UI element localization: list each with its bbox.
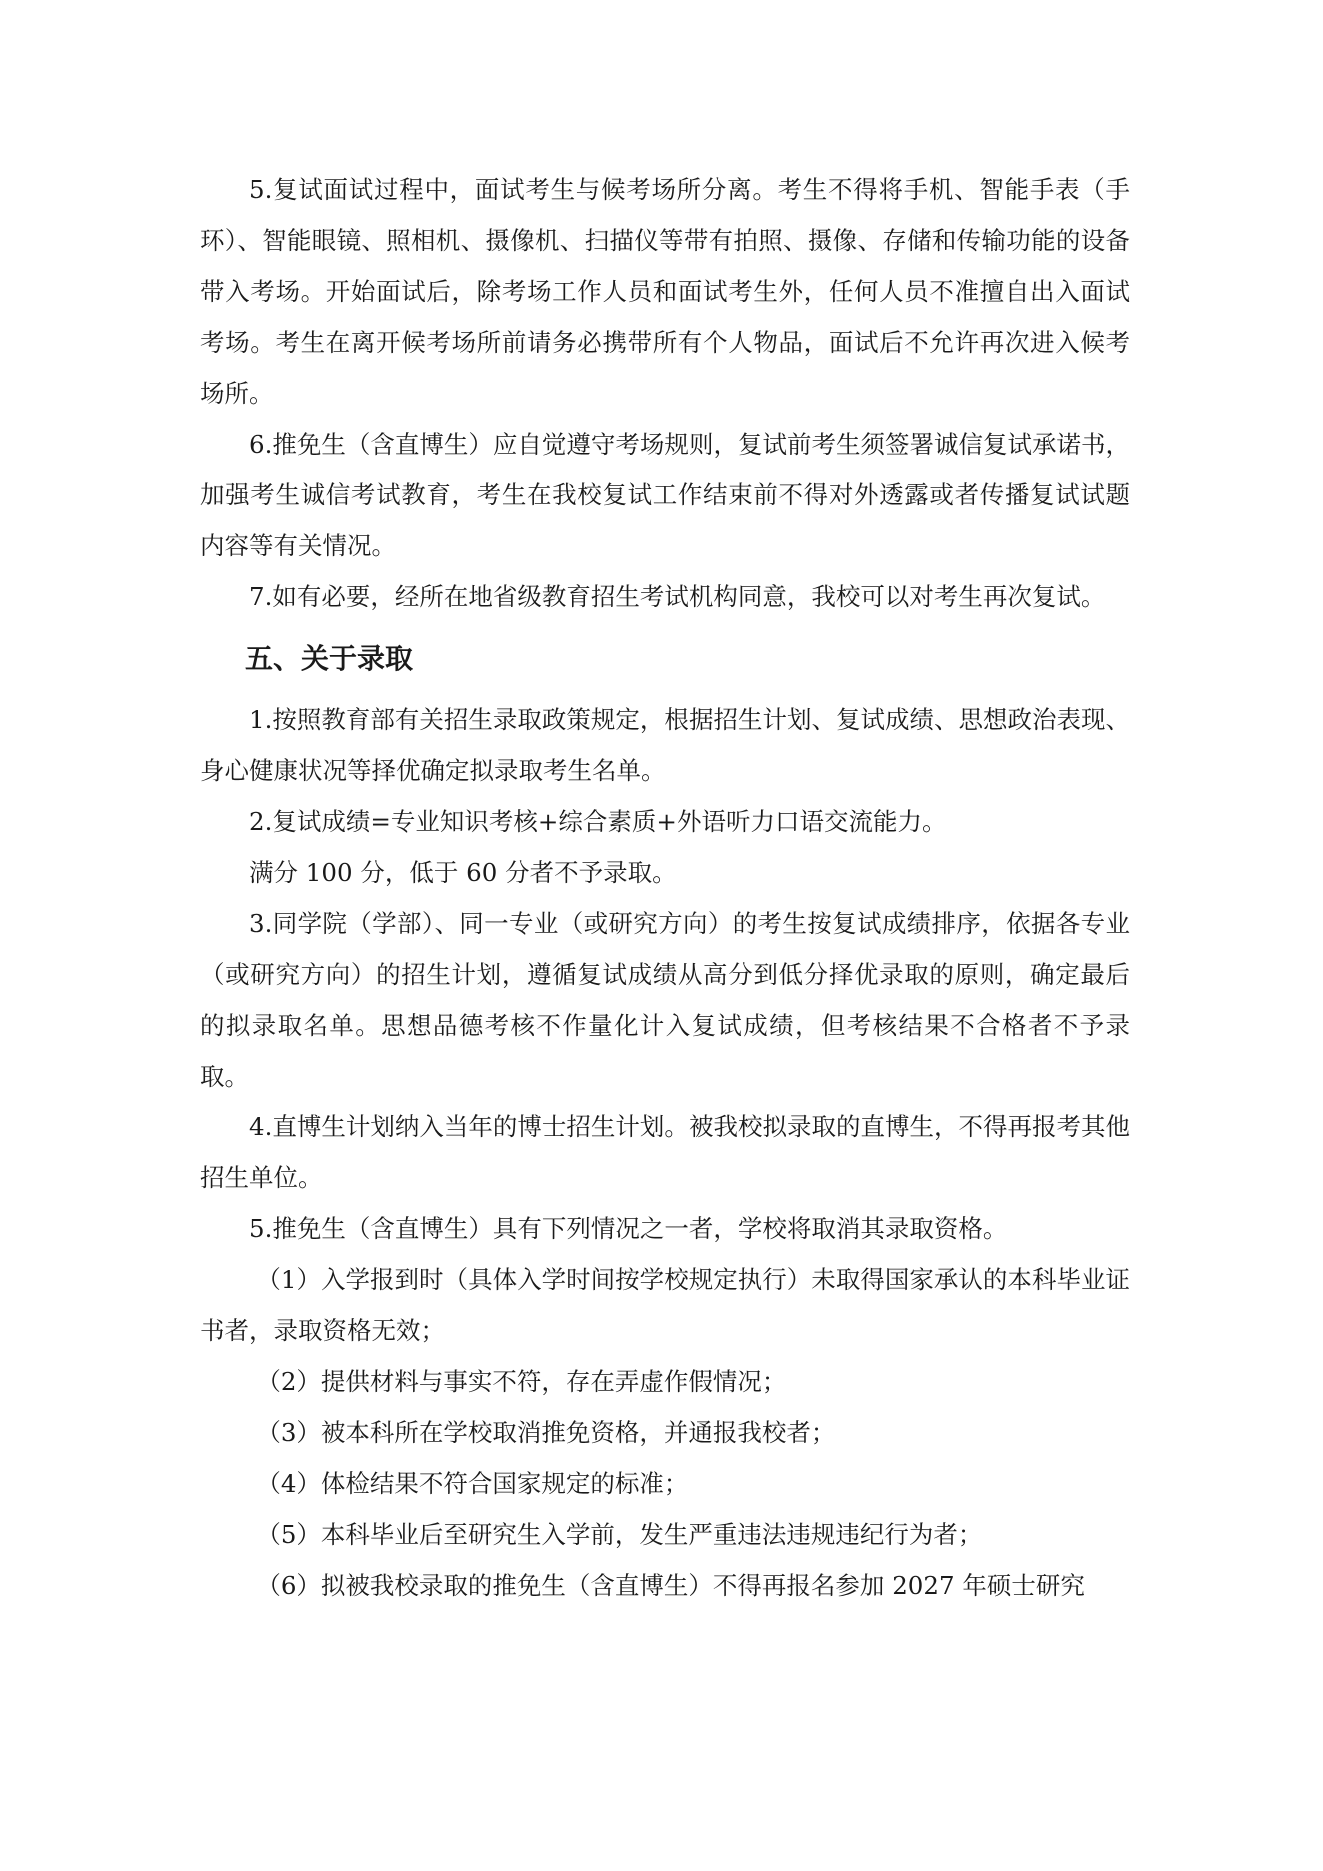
section5-item-4: 4.直博生计划纳入当年的博士招生计划。被我校拟录取的直博生，不得再报考其他招生单位。 xyxy=(200,1112,1130,1193)
section4-item-5: 5.复试面试过程中，面试考生与候考场所分离。考生不得将手机、智能手表（手环）、智能眼镜、照相机、摄像机、扫描仪等带有拍照、摄像、存储和传输功能的设备带入考场。开始面试后，除考场工作人员和面试考生外，任何人员不准擅自出入面试考场。考生在离开候考场所前请务必携带所有个人物品，面试后不允许再次进入候考场所。 xyxy=(200,175,1130,408)
section5-item-5: 5.推免生（含直博生）具有下列情况之一者，学校将取消其录取资格。 xyxy=(249,1214,1008,1244)
condition-4: （4）体检结果不符合国家规定的标准； xyxy=(256,1468,689,1498)
section5-item-2-note: 满分 100 分，低于 60 分者不予录取。 xyxy=(249,857,677,887)
section5-item-1: 1.按照教育部有关招生录取政策规定，根据招生计划、复试成绩、思想政治表现、身心健康状况等择优确定拟录取考生名单。 xyxy=(200,705,1130,786)
document-page xyxy=(200,165,1130,1611)
section5-item-2: 2.复试成绩=专业知识考核+综合素质+外语听力口语交流能力。 xyxy=(249,806,947,836)
section4-item-6: 6.推免生（含直博生）应自觉遵守考场规则，复试前考生须签署诚信复试承诺书，加强考生诚信考试教育，考生在我校复试工作结束前不得对外透露或者传播复试试题内容等有关情况。 xyxy=(200,429,1130,561)
condition-5: （5）本科毕业后至研究生入学前，发生严重违法违规违纪行为者； xyxy=(256,1519,983,1549)
section5-heading: 五、关于录取 xyxy=(245,642,414,676)
condition-1: （1）入学报到时（具体入学时间按学校规定执行）未取得国家承认的本科毕业证书者，录取资格无效； xyxy=(200,1265,1130,1346)
section4-item-7: 7.如有必要，经所在地省级教育招生考试机构同意，我校可以对考生再次复试。 xyxy=(249,582,1106,612)
section5-item-3: 3.同学院（学部）、同一专业（或研究方向）的考生按复试成绩排序，依据各专业（或研究方向）的招生计划，遵循复试成绩从高分到低分择优录取的原则，确定最后的拟录取名单。思想品德考核不作量化计入复试成绩，但考核结果不合格者不予录取。 xyxy=(200,908,1130,1091)
condition-3: （3）被本科所在学校取消推免资格，并通报我校者； xyxy=(256,1417,836,1447)
condition-6: （6）拟被我校录取的推免生（含直博生）不得再报名参加 2027 年硕士研究 xyxy=(256,1570,1085,1600)
condition-2: （2）提供材料与事实不符，存在弄虚作假情况； xyxy=(256,1366,787,1396)
